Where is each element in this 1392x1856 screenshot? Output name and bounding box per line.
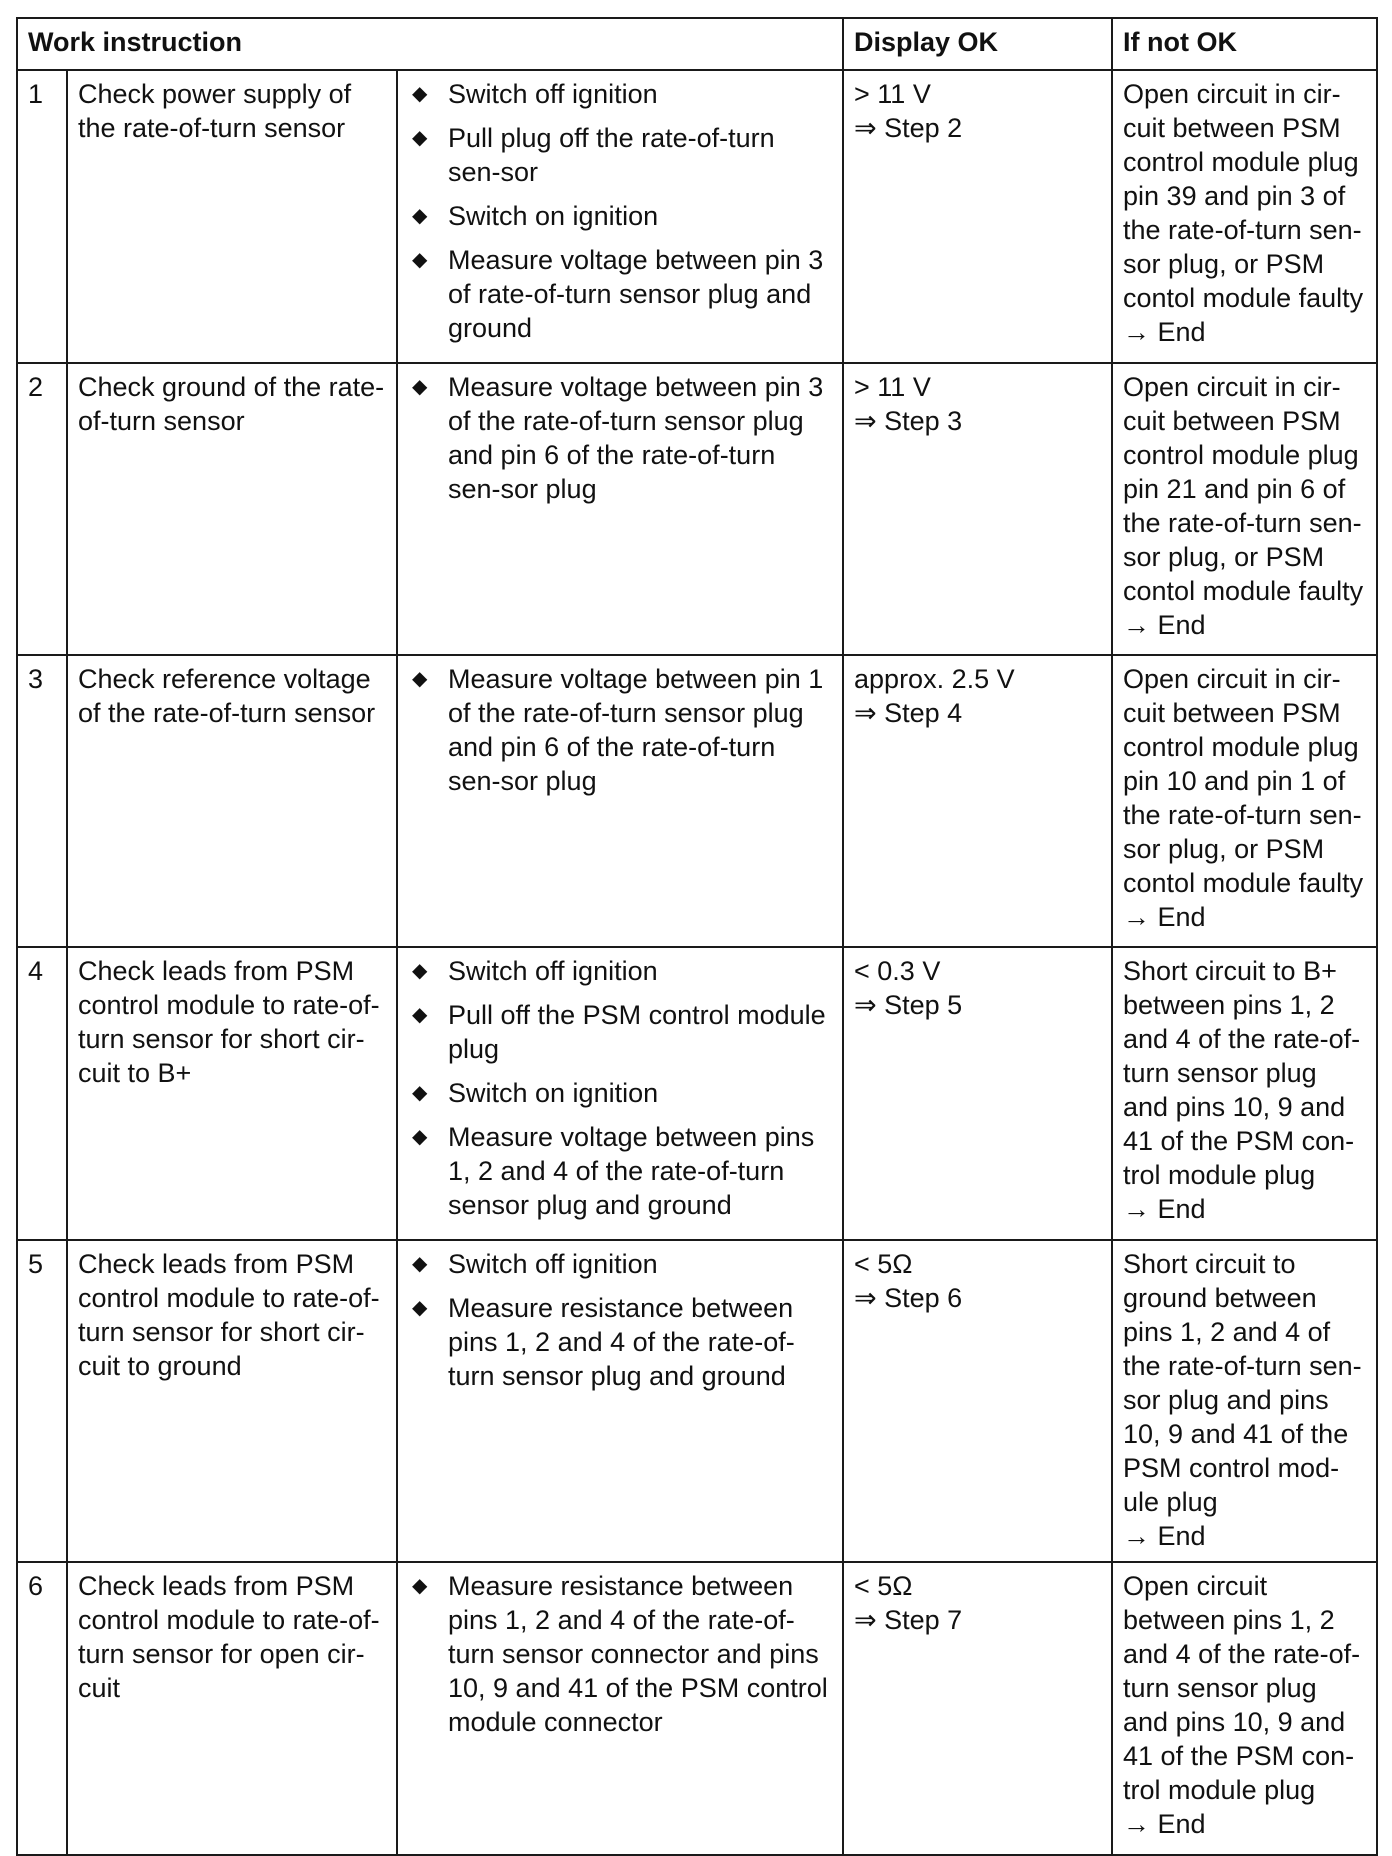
fault-description: Short circuit to B+ between pins 1, 2 and 4 of the rate-of-turn sensor plug and pins 10, 9 and 41 of the PSM con-trol module plug <box>1123 956 1361 1190</box>
header-work-instruction: Work instruction <box>17 18 843 70</box>
next-step: ⇒ Step 6 <box>854 1283 963 1313</box>
diamond-bullet-icon: ◆ <box>412 1253 428 1275</box>
procedure-step: ◆ Switch on ignition <box>412 1078 659 1108</box>
diamond-bullet-icon: ◆ <box>412 668 428 690</box>
diamond-bullet-icon: ◆ <box>412 1004 428 1026</box>
display-ok-value <box>843 947 1112 1240</box>
end-marker: → End <box>1123 902 1206 932</box>
check-description: Check leads from PSM control module to rate-of-turn sensor for short cir-cuit to ground <box>67 1240 397 1562</box>
if-not-ok-text <box>1112 1562 1377 1855</box>
procedure-step: ◆ Measure voltage between pin 1 of the rate-of-turn sensor plug and pin 6 of the rate-of-turn sen-sor plug <box>412 664 824 796</box>
fault-description: Short circuit to ground between pins 1, 2 and 4 of the rate-of-turn sen-sor plug and pins 10, 9 and 41 of the PSM control mod-ule plug <box>1123 1249 1362 1517</box>
fault-description: Open circuit in cir-cuit between PSM control module plug pin 10 and pin 1 of the rate-of-turn sen-sor plug, or PSM contol module faulty <box>1123 664 1364 898</box>
table-row <box>17 655 1377 947</box>
procedure-step: ◆ Pull plug off the rate-of-turn sen-sor <box>412 123 775 187</box>
header-if-not-ok: If not OK <box>1112 18 1377 70</box>
end-marker: → End <box>1123 610 1206 640</box>
diamond-bullet-icon: ◆ <box>412 127 428 149</box>
table-row <box>17 363 1377 655</box>
display-ok-value <box>843 655 1112 947</box>
procedure-step: ◆ Pull off the PSM control module plug <box>412 1000 826 1064</box>
procedure-step: ◆ Switch off ignition <box>412 79 658 109</box>
display-reading: > 11 V <box>854 79 931 109</box>
procedure-step: ◆ Measure resistance between pins 1, 2 and 4 of the rate-of-turn sensor connector and pins 10, 9 and 41 of the PSM control module connector <box>412 1571 828 1737</box>
next-step: ⇒ Step 7 <box>854 1605 963 1635</box>
header-display-ok: Display OK <box>843 18 1112 70</box>
procedure-step: ◆ Measure voltage between pin 3 of rate-of-turn sensor plug and ground <box>412 245 824 343</box>
procedure-steps <box>397 1562 843 1855</box>
display-reading: < 5Ω <box>854 1249 913 1279</box>
fault-description: Open circuit between pins 1, 2 and 4 of the rate-of-turn sensor plug and pins 10, 9 and 41 of the PSM con-trol module plug <box>1123 1571 1361 1805</box>
step-number: 1 <box>17 70 67 363</box>
step-number: 5 <box>17 1240 67 1562</box>
diamond-bullet-icon: ◆ <box>412 376 428 398</box>
procedure-step: ◆ Switch on ignition <box>412 201 659 231</box>
table-row <box>17 1562 1377 1855</box>
end-marker: → End <box>1123 1521 1206 1551</box>
display-reading: approx. 2.5 V <box>854 664 1015 694</box>
check-description: Check power supply of the rate-of-turn sensor <box>67 70 397 363</box>
procedure-steps <box>397 655 843 947</box>
procedure-step: ◆ Measure voltage between pins 1, 2 and 4 of the rate-of-turn sensor plug and ground <box>412 1122 815 1220</box>
check-description: Check reference voltage of the rate-of-turn sensor <box>67 655 397 947</box>
procedure-steps <box>397 363 843 655</box>
if-not-ok-text <box>1112 70 1377 363</box>
procedure-step: ◆ Switch off ignition <box>412 956 658 986</box>
procedure-steps <box>397 1240 843 1562</box>
diamond-bullet-icon: ◆ <box>412 960 428 982</box>
next-step: ⇒ Step 5 <box>854 990 963 1020</box>
next-step: ⇒ Step 4 <box>854 698 963 728</box>
header-row <box>17 18 1377 70</box>
diamond-bullet-icon: ◆ <box>412 205 428 227</box>
if-not-ok-text <box>1112 1240 1377 1562</box>
step-number: 3 <box>17 655 67 947</box>
procedure-steps <box>397 70 843 363</box>
if-not-ok-text <box>1112 655 1377 947</box>
diamond-bullet-icon: ◆ <box>412 1126 428 1148</box>
end-marker: → End <box>1123 1194 1206 1224</box>
next-step: ⇒ Step 3 <box>854 406 963 436</box>
if-not-ok-text <box>1112 947 1377 1240</box>
table-row <box>17 70 1377 363</box>
display-reading: < 0.3 V <box>854 956 941 986</box>
step-number: 2 <box>17 363 67 655</box>
check-description: Check leads from PSM control module to rate-of-turn sensor for short cir-cuit to B+ <box>67 947 397 1240</box>
display-reading: > 11 V <box>854 372 931 402</box>
diamond-bullet-icon: ◆ <box>412 83 428 105</box>
display-ok-value <box>843 1562 1112 1855</box>
procedure-step: ◆ Measure resistance between pins 1, 2 and 4 of the rate-of-turn sensor plug and ground <box>412 1293 795 1391</box>
display-ok-value <box>843 363 1112 655</box>
step-number: 6 <box>17 1562 67 1855</box>
diamond-bullet-icon: ◆ <box>412 1297 428 1319</box>
table-row <box>17 1240 1377 1562</box>
fault-description: Open circuit in cir-cuit between PSM control module plug pin 21 and pin 6 of the rate-of-turn sen-sor plug, or PSM contol module faulty <box>1123 372 1364 606</box>
if-not-ok-text <box>1112 363 1377 655</box>
procedure-step: ◆ Measure voltage between pin 3 of the rate-of-turn sensor plug and pin 6 of the rate-of-turn sen-sor plug <box>412 372 824 504</box>
work-instruction-table <box>16 17 1378 1856</box>
diamond-bullet-icon: ◆ <box>412 1575 428 1597</box>
diamond-bullet-icon: ◆ <box>412 249 428 271</box>
table-row <box>17 947 1377 1240</box>
end-marker: → End <box>1123 1809 1206 1839</box>
procedure-step: ◆ Switch off ignition <box>412 1249 658 1279</box>
step-number: 4 <box>17 947 67 1240</box>
display-ok-value <box>843 70 1112 363</box>
display-ok-value <box>843 1240 1112 1562</box>
end-marker: → End <box>1123 317 1206 347</box>
display-reading: < 5Ω <box>854 1571 913 1601</box>
next-step: ⇒ Step 2 <box>854 113 963 143</box>
diamond-bullet-icon: ◆ <box>412 1082 428 1104</box>
check-description: Check leads from PSM control module to rate-of-turn sensor for open cir-cuit <box>67 1562 397 1855</box>
check-description: Check ground of the rate-of-turn sensor <box>67 363 397 655</box>
fault-description: Open circuit in cir-cuit between PSM control module plug pin 39 and pin 3 of the rate-of-turn sen-sor plug, or PSM contol module faulty <box>1123 79 1364 313</box>
procedure-steps <box>397 947 843 1240</box>
